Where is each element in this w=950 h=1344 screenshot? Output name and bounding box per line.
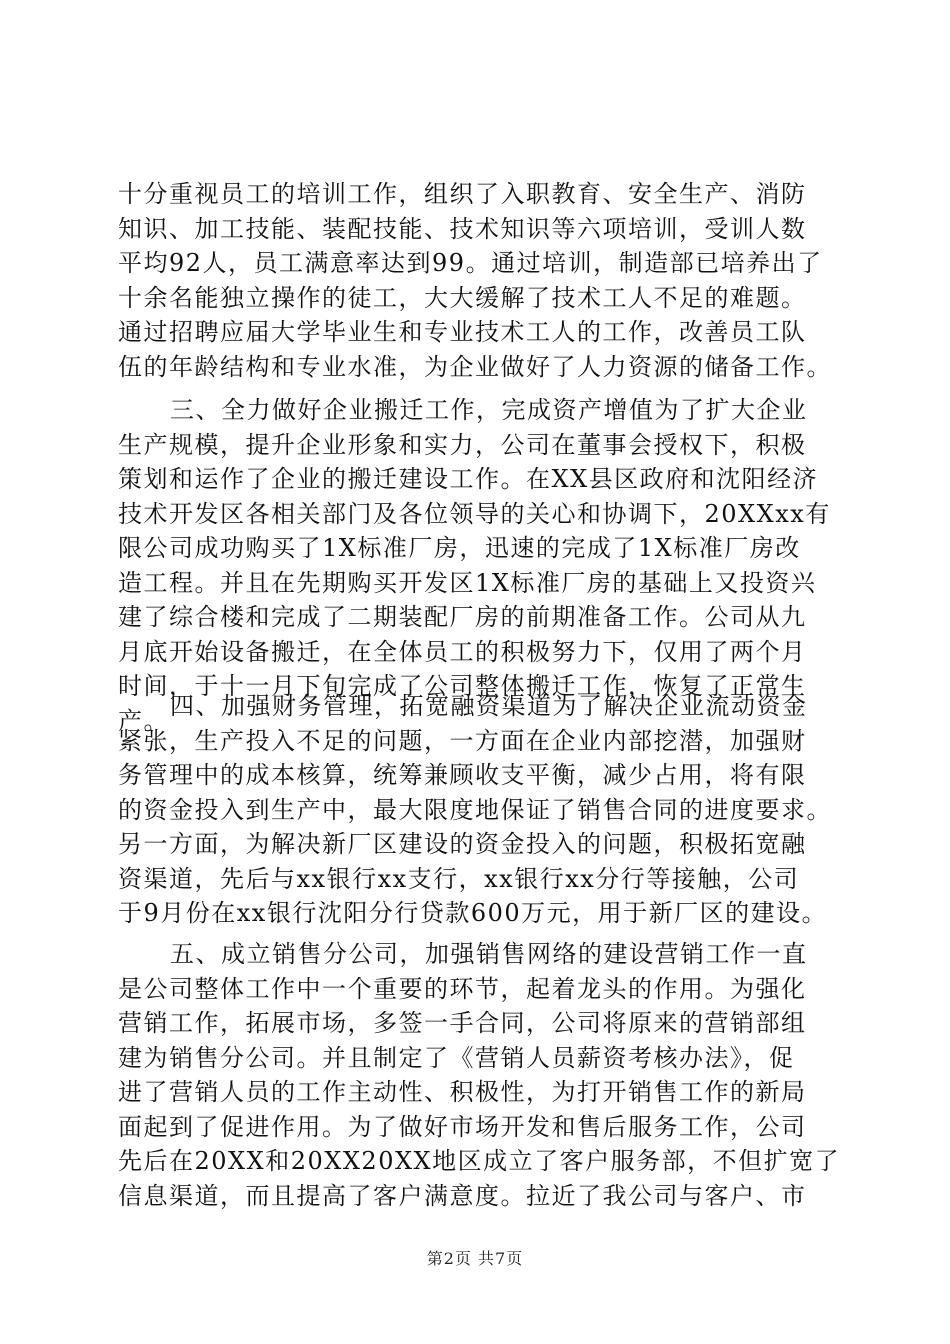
text-line: 知识、加工技能、装配技能、技术知识等六项培训，受训人数 bbox=[118, 214, 807, 243]
text-line: 生产规模，提升企业形象和实力，公司在董事会授权下，积极 bbox=[118, 430, 807, 459]
text-line: 十余名能独立操作的徒工，大大缓解了技术工人不足的难题。 bbox=[118, 283, 807, 312]
text-line: 伍的年龄结构和专业水准，为企业做好了人力资源的储备工作。 bbox=[118, 352, 832, 381]
text-line: 建了综合楼和完成了二期装配厂房的前期准备工作。公司从九 bbox=[118, 603, 807, 631]
text-line: 进了营销人员的工作主动性、积极性，为打开销售工作的新局 bbox=[118, 1078, 807, 1106]
text-line: 的资金投入到生产中，最大限度地保证了销售合同的进度要求。 bbox=[118, 795, 832, 824]
text-line: 平均92人，员工满意率达到99。通过培训，制造部已培养出了 bbox=[118, 249, 823, 277]
text-line: 信息渠道，而且提高了客户满意度。拉近了我公司与客户、市 bbox=[118, 1181, 807, 1210]
text-line: 十分重视员工的培训工作，组织了入职教育、安全生产、消防 bbox=[118, 180, 807, 208]
paragraph-sales bbox=[118, 937, 858, 1213]
text-line: 于9月份在xx银行沈阳分行贷款600万元，用于新厂区的建设。 bbox=[118, 899, 828, 927]
text-line: 先后在20XX和20XX20XX地区成立了客户服务部，不但扩宽了 bbox=[118, 1147, 841, 1175]
paragraph-relocation bbox=[118, 393, 858, 738]
text-line: 资渠道，先后与xx银行xx支行，xx银行xx分行等接触，公司 bbox=[118, 864, 800, 893]
text-line: 产。 bbox=[118, 706, 169, 735]
text-line: 时间，于十一月下旬完成了公司整体搬迁工作，恢复了正常生 bbox=[118, 672, 807, 700]
text-line: 限公司成功购买了1X标准厂房，迅速的完成了1X标准厂房改 bbox=[118, 534, 801, 562]
text-line: 月底开始设备搬迁，在全体员工的积极努力下，仅用了两个月 bbox=[118, 637, 807, 666]
paragraph-training bbox=[118, 177, 858, 384]
text-line: 五、成立销售分公司，加强销售网络的建设营销工作一直 bbox=[170, 940, 808, 968]
text-line: 面起到了促进作用。为了做好市场开发和售后服务工作，公司 bbox=[118, 1112, 807, 1141]
text-line: 务管理中的成本核算，统筹兼顾收支平衡，减少占用，将有限 bbox=[118, 761, 807, 789]
page-footer: 第2页 共7页 bbox=[426, 1249, 524, 1268]
text-line: 技术开发区各相关部门及各位领导的关心和协调下，20XXxx有 bbox=[118, 499, 831, 528]
text-line: 四、加强财务管理，拓宽融资渠道为了解决企业流动资金 bbox=[170, 692, 808, 720]
text-line: 另一方面，为解决新厂区建设的资金投入的问题，积极拓宽融 bbox=[118, 830, 807, 858]
text-line: 造工程。并且在先期购买开发区1X标准厂房的基础上又投资兴 bbox=[118, 568, 817, 597]
text-line: 营销工作，拓展市场，多签一手合同，公司将原来的营销部组 bbox=[118, 1009, 807, 1037]
text-line: 紧张，生产投入不足的问题，一方面在企业内部挖潜，加强财 bbox=[118, 726, 807, 755]
text-line: 三、全力做好企业搬迁工作，完成资产增值为了扩大企业 bbox=[170, 396, 808, 424]
paragraph-finance bbox=[118, 689, 858, 931]
text-line: 是公司整体工作中一个重要的环节，起着龙头的作用。为强化 bbox=[118, 974, 807, 1003]
text-line: 建为销售分公司。并且制定了《营销人员薪资考核办法》，促 bbox=[118, 1043, 795, 1072]
text-line: 策划和运作了企业的搬迁建设工作。在XX县区政府和沈阳经济 bbox=[118, 465, 819, 493]
text-line: 通过招聘应届大学毕业生和专业技术工人的工作，改善员工队 bbox=[118, 318, 807, 346]
